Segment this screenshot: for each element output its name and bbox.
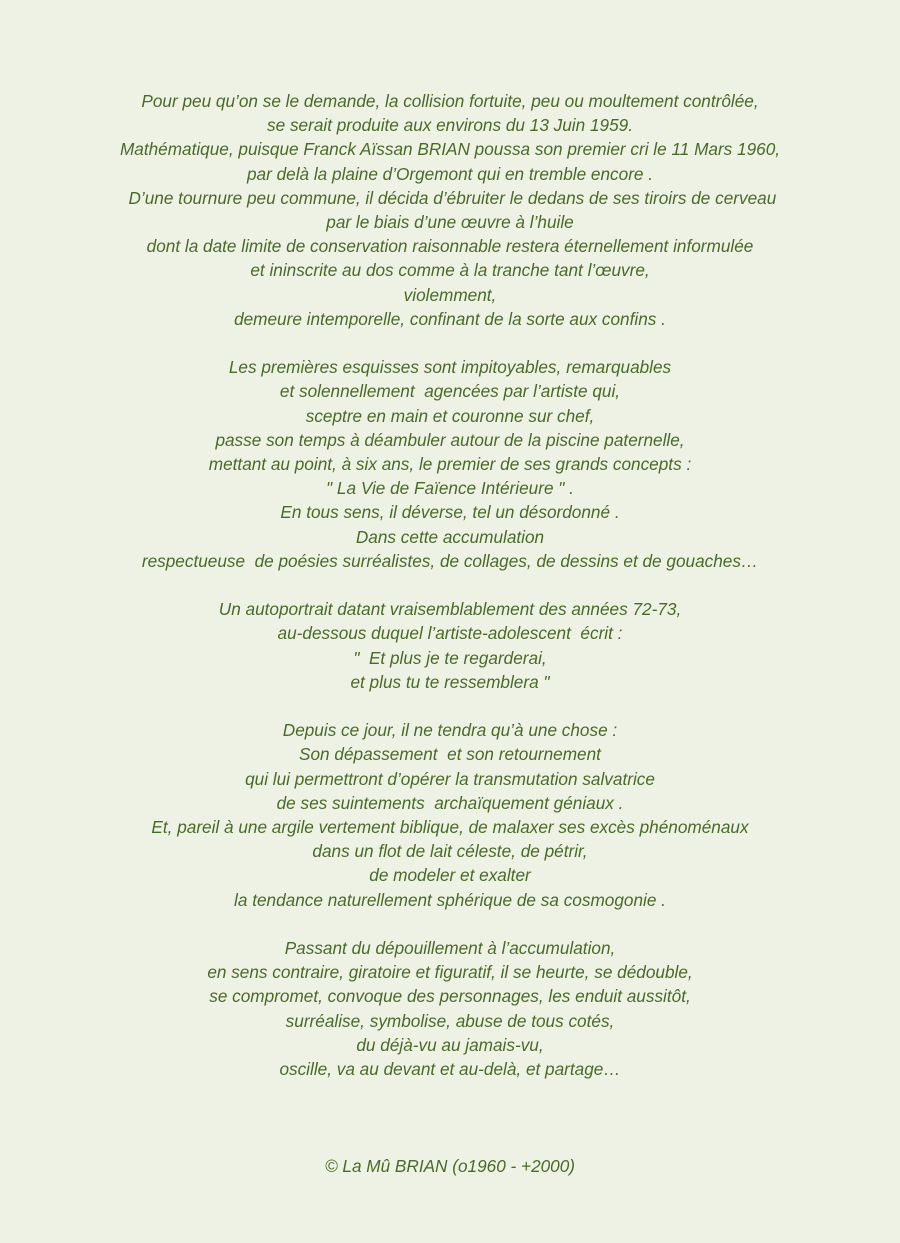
poem-line: et plus tu te ressemblera " <box>350 671 550 692</box>
poem-line: la tendance naturellement sphérique de sa cosmogonie . <box>234 889 666 910</box>
poem-line: du déjà-vu au jamais-vu, <box>356 1034 544 1055</box>
poem-line: de ses suintements archaïquement géniaux . <box>276 792 624 813</box>
poem-line: au-dessous duquel l’artiste-adolescent écrit : <box>277 623 623 644</box>
poem-line: Son dépassement et son retournement <box>299 744 601 765</box>
poem-line: par delà la plaine d’Orgemont qui en tremble encore . <box>246 163 654 184</box>
stanza-4 <box>0 718 900 912</box>
poem-line: demeure intemporelle, confinant de la sorte aux confins . <box>234 308 666 329</box>
poem-line: oscille, va au devant et au-delà, et partage… <box>279 1059 621 1080</box>
poem-line: Un autoportrait datant vraisemblablement des années 72-73, <box>218 599 682 620</box>
poem-line: mettant au point, à six ans, le premier de ses grands concepts : <box>208 454 692 475</box>
poem-line: se serait produite aux environs du 13 Juin 1959. <box>267 115 633 136</box>
poem-line: surréalise, symbolise, abuse de tous cotés, <box>285 1010 615 1031</box>
poem-line: qui lui permettront d’opérer la transmutation salvatrice <box>245 768 655 789</box>
poem-line: sceptre en main et couronne sur chef, <box>305 405 595 426</box>
poem-line: Et, pareil à une argile vertement biblique, de malaxer ses excès phénoménaux <box>151 817 749 838</box>
poem-line: passe son temps à déambuler autour de la piscine paternelle, <box>215 429 685 450</box>
poem-line: et solennellement agencées par l’artiste qui, <box>279 381 621 402</box>
poem-line: respectueuse de poésies surréalistes, de collages, de dessins et de gouaches… <box>141 550 759 571</box>
stanza-3 <box>0 597 900 694</box>
poem-line: Dans cette accumulation <box>355 526 545 547</box>
poem-text <box>0 89 900 1105</box>
poem-line: de modeler et exalter <box>369 865 531 886</box>
poem-line: violemment, <box>403 284 497 305</box>
poem-line: En tous sens, il déverse, tel un désordonné . <box>280 502 620 523</box>
poem-line: " La Vie de Faïence Intérieure " . <box>326 478 574 499</box>
poem-line: en sens contraire, giratoire et figuratif, il se heurte, se dédouble, <box>207 962 693 983</box>
poem-line: se compromet, convoque des personnages, les enduit aussitôt, <box>209 986 691 1007</box>
stanza-1 <box>0 89 900 331</box>
poem-line: Depuis ce jour, il ne tendra qu’à une chose : <box>282 720 618 741</box>
stanza-5 <box>0 936 900 1081</box>
poem-line: Passant du dépouillement à l’accumulation, <box>284 938 616 959</box>
stanza-2 <box>0 355 900 573</box>
poem-line: par le biais d’une œuvre à l’huile <box>326 212 574 233</box>
poem-line: Pour peu qu’on se le demande, la collision fortuite, peu ou moultement contrôlée, <box>141 91 759 111</box>
poem-line: dont la date limite de conservation raisonnable restera éternellement informulée <box>146 236 754 257</box>
poem-line: et ininscrite au dos comme à la tranche tant l’œuvre, <box>250 260 650 281</box>
poem-line: dans un flot de lait céleste, de pétrir, <box>312 841 588 862</box>
poem-line: " Et plus je te regarderai, <box>353 647 547 668</box>
poem-line: D’une tournure peu commune, il décida d’ébruiter le dedans de ses tiroirs de cerveau <box>123 187 777 208</box>
copyright-notice: © La Mû BRIAN (o1960 - +2000) <box>324 1156 576 1176</box>
poem-line: Mathématique, puisque Franck Aïssan BRIAN poussa son premier cri le 11 Mars 1960, <box>119 139 781 160</box>
poem-line: Les premières esquisses sont impitoyables, remarquables <box>228 357 672 378</box>
